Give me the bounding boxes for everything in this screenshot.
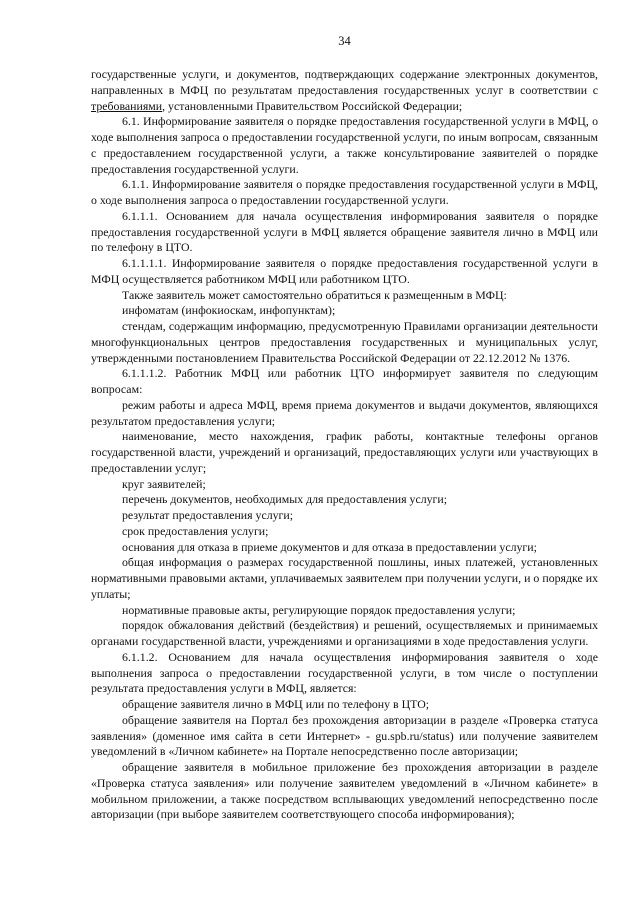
paragraph [91,366,598,398]
paragraph-text: обращение заявителя лично в МФЦ или по телефону в ЦТО; [122,697,430,711]
paragraph-text: 6.1. Информирование заявителя о порядке предоставления государственной услуги в МФЦ, о ходе выполнения запроса о предоставлении государственной услуги, по иным вопросам, связанным с предоставлением государственной услуги, а также консультирование заявителей о порядке предоставления государственной услуги. [91,114,598,176]
paragraph-text: нормативные правовые акты, регулирующие порядок предоставления услуги; [122,602,516,617]
paragraph [91,256,598,288]
paragraph-text: инфоматам (инфокиоскам, инфопунктам); [122,303,336,318]
paragraph-text: 6.1.1.1.1. Информирование заявителя о порядке предоставления государственной услуги в МФЦ осуществляется работником МФЦ или работником ЦТО. [91,256,598,286]
paragraph-text: стендам, содержащим информацию, предусмотренную Правилами организации деятельности многофункциональных центров предоставления государственных и муниципальных услуг, утвержденными постановлением Правительства Российской Федерации от 22.12.2012 № 1376. [91,319,598,365]
paragraph [91,713,598,760]
paragraph [91,760,598,823]
document-body [91,67,598,823]
paragraph [91,288,598,304]
page-number: 34 [338,34,351,48]
paragraph [91,508,598,524]
requirements-link[interactable]: требованиями [91,98,163,113]
paragraph-text: 6.1.1.1. Основанием для начала осуществления информирования заявителя о порядке предоставления государственной услуги в МФЦ является обращение заявителя лично в МФЦ или по телефону в ЦТО. [91,208,598,255]
paragraph-text: Также заявитель может самостоятельно обратиться к размещенным в МФЦ: [122,287,507,302]
paragraph-text: результат предоставления услуги; [122,508,294,522]
paragraph [91,67,598,114]
paragraph-text: обращение заявителя в мобильное приложение без прохождения авторизации в разделе «Проверка статуса заявления» или получение заявителем уведомлений в «Личном кабинете» в мобильном приложении, а также посредством всплывающих уведомлений непосредственно после авторизации (при выборе заявителем соответствующего способа информирования); [91,760,598,822]
paragraph-text: 6.1.1. Информирование заявителя о порядке предоставления государственной услуги в МФЦ, о ходе выполнения запроса о предоставлении государственной услуги. [91,177,598,207]
paragraph-text: наименование, место нахождения, график работы, контактные телефоны органов государственной власти, учреждений и организаций, предоставляющих услуги или участвующих в предоставлении услуг; [91,429,598,475]
paragraph [91,303,598,319]
paragraph-text: 6.1.1.1.2. Работник МФЦ или работник ЦТО информирует заявителя по следующим вопросам: [91,366,598,396]
paragraph [91,618,598,650]
paragraph [91,540,598,556]
paragraph [91,492,598,508]
paragraph [91,429,598,476]
paragraph [91,209,598,256]
paragraph [91,697,598,713]
paragraph [91,114,598,177]
paragraph [91,555,598,602]
paragraph-text: , установленными Правительством Российской Федерации; [162,98,463,113]
paragraph [91,650,598,697]
paragraph [91,398,598,430]
paragraph-text: обращение заявителя на Портал без прохождения авторизации в разделе «Проверка статуса заявления» (доменное имя сайта в сети Интернет» - gu.spb.ru/status) или получение заявителем уведомлений в «Личном кабинете» на Портале непосредственно после авторизации; [91,712,598,759]
paragraph-text: общая информация о размерах государственной пошлины, иных платежей, установленных нормативными правовыми актами, уплачиваемых заявителем при получении услуги, и о порядке их уплаты; [91,555,598,601]
paragraph [91,319,598,366]
paragraph-text: порядок обжалования действий (бездействия) и решений, осуществляемых и принимаемых органами государственной власти, учреждениями и организациями в ходе предоставления услуги. [91,618,598,648]
paragraph-text: срок предоставления услуги; [122,523,269,538]
paragraph [91,177,598,209]
paragraph-text: основания для отказа в приеме документов и для отказа в предоставлении услуги; [122,539,537,554]
paragraph-text: режим работы и адреса МФЦ, время приема документов и выдачи документов, являющихся результатом предоставления услуги; [91,397,598,428]
paragraph [91,524,598,540]
paragraph [91,603,598,619]
paragraph-text: круг заявителей; [122,476,206,491]
paragraph-text: государственные услуги, и документов, подтверждающих содержание электронных документов, направленных в МФЦ по результатам предоставления государственных услуг в соответствии с [91,67,598,97]
paragraph-text: 6.1.1.2. Основанием для начала осуществления информирования заявителя о ходе выполнения запроса о предоставлении государственной услуги, в том числе о поступлении результата предоставления услуги в МФЦ, является: [91,649,598,696]
paragraph [91,477,598,493]
paragraph-text: перечень документов, необходимых для предоставления услуги; [122,492,448,507]
